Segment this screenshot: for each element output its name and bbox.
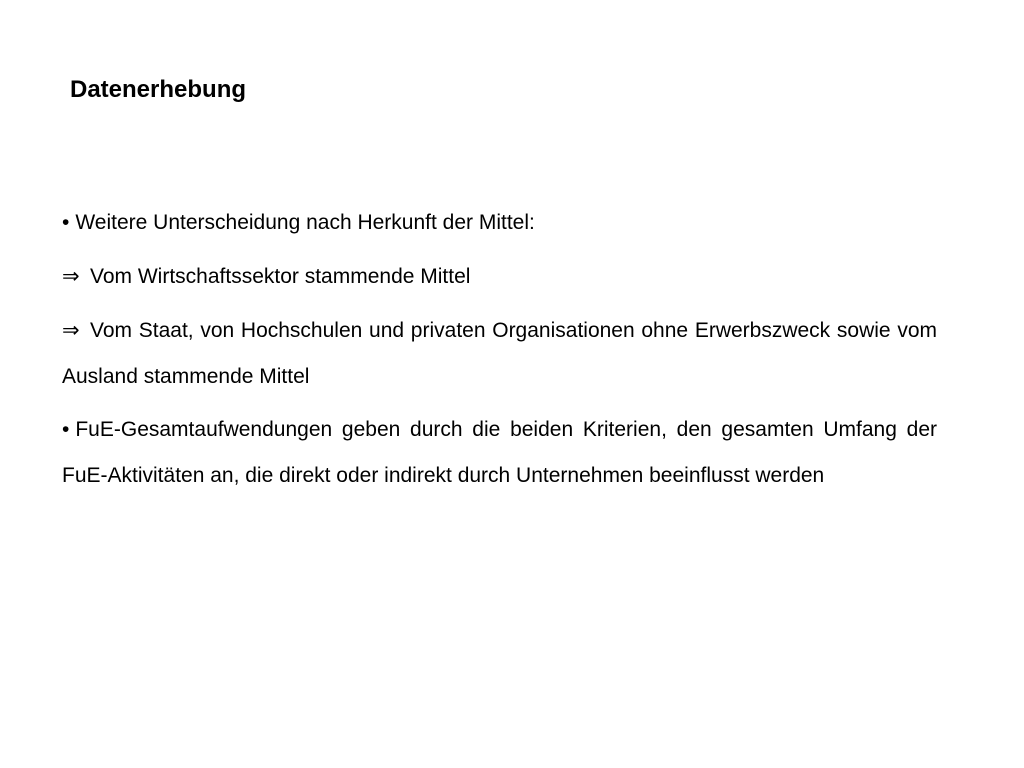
list-item-1 — [62, 200, 937, 246]
double-right-arrow-icon: ⇒ — [62, 264, 80, 288]
list-item-3 — [62, 307, 937, 400]
slide-title: Datenerhebung — [70, 76, 247, 103]
list-item-4 — [62, 407, 937, 499]
bullet-icon: • — [62, 418, 70, 441]
list-item-text: Weitere Unterscheidung nach Herkunft der Mittel: — [75, 211, 535, 234]
list-item-text: FuE-Gesamtaufwendungen geben durch die beiden Kriterien, den gesamten Umfang der FuE-Aktivitäten an, die direkt oder indirekt durch Unternehmen beeinflusst werden — [62, 418, 937, 487]
slide-body — [62, 200, 937, 506]
double-right-arrow-icon: ⇒ — [62, 318, 80, 342]
list-item-text: Vom Wirtschaftssektor stammende Mittel — [90, 265, 471, 288]
list-item-text: Vom Staat, von Hochschulen und privaten Organisationen ohne Erwerbszweck sowie vom Ausland stammende Mittel — [62, 319, 937, 388]
bullet-icon: • — [62, 211, 70, 234]
list-item-2 — [62, 253, 937, 300]
